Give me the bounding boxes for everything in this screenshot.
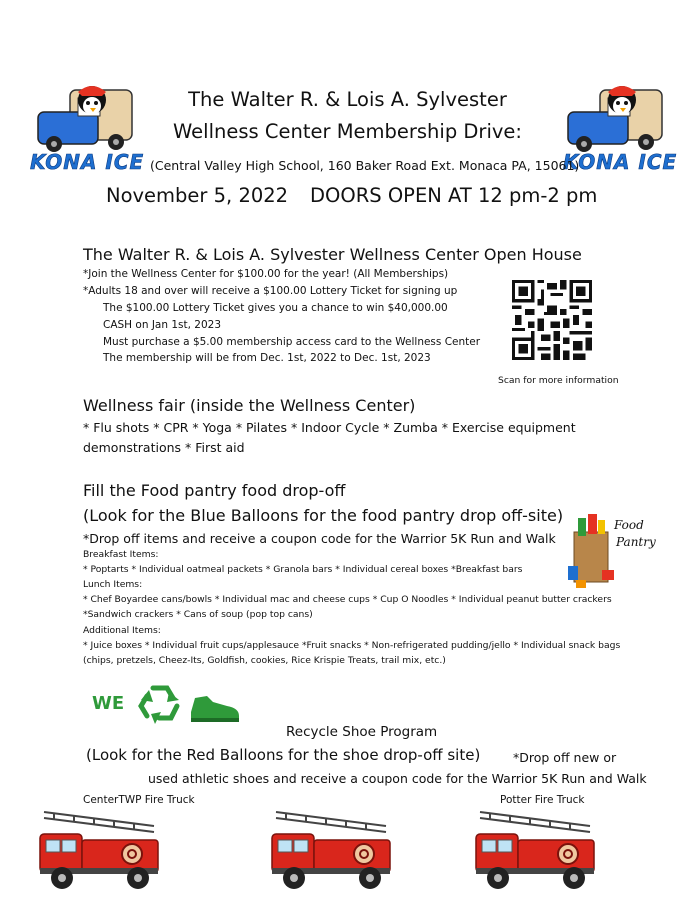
event-date: November 5, 2022 [106, 184, 289, 207]
recycle-note-1: *Drop off new or [513, 750, 617, 765]
recycle-icon [135, 680, 185, 728]
shoe-icon [187, 690, 243, 724]
open-house-line-4: CASH on Jan 1st, 2023 [103, 319, 222, 331]
wellness-fair-line-2: demonstrations * First aid [83, 440, 245, 455]
kona-ice-logo-text-right: KONA ICE [563, 150, 678, 174]
title-line-1: The Walter R. & Lois A. Sylvester [188, 88, 507, 111]
additional-items-1: * Juice boxes * Individual fruit cups/applesauce *Fruit snacks * Non-refrigerated pudding/jello * Individual snack bags [83, 640, 621, 651]
open-house-heading: The Walter R. & Lois A. Sylvester Wellness Center Open House [83, 245, 582, 264]
fire-truck-center [266, 800, 398, 892]
open-house-line-5: Must purchase a $5.00 membership access card to the Wellness Center [103, 336, 481, 348]
food-pantry-heading-2: (Look for the Blue Balloons for the food pantry drop off-site) [83, 506, 564, 525]
food-pantry-intro: *Drop off items and receive a coupon code for the Warrior 5K Run and Walk [83, 531, 556, 546]
open-house-line-3: The $100.00 Lottery Ticket gives you a chance to win $40,000.00 [103, 302, 448, 314]
food-pantry-logo-line-2: Pantry [616, 535, 656, 549]
title-line-2: Wellness Center Membership Drive: [173, 120, 522, 143]
open-house-line-6: The membership will be from Dec. 1st, 2022 to Dec. 1st, 2023 [103, 352, 431, 364]
open-house-line-1: *Join the Wellness Center for $100.00 for the year! (All Memberships) [83, 268, 449, 280]
fire-truck-right-label: Potter Fire Truck [500, 794, 585, 806]
additional-label: Additional Items: [83, 625, 161, 636]
additional-items-2: (chips, pretzels, Cheez-Its, Goldfish, cookies, Rice Krispie Treats, trail mix, etc.) [83, 655, 446, 666]
recycle-subheading: (Look for the Red Balloons for the shoe drop-off site) [86, 746, 481, 764]
wellness-fair-line-1: * Flu shots * CPR * Yoga * Pilates * Indoor Cycle * Zumba * Exercise equipment [83, 420, 576, 435]
event-address: (Central Valley High School, 160 Baker Road Ext. Monaca PA, 15061) [150, 158, 580, 173]
fire-truck-left [34, 800, 166, 892]
food-pantry-logo [568, 510, 658, 590]
qr-caption: Scan for more information [498, 375, 619, 386]
breakfast-label: Breakfast Items: [83, 549, 159, 560]
doors-open-time: DOORS OPEN AT 12 pm-2 pm [310, 184, 598, 207]
breakfast-items: * Poptarts * Individual oatmeal packets * Granola bars * Individual cereal boxes *Breakfast bars [83, 564, 523, 575]
wellness-fair-heading: Wellness fair (inside the Wellness Center) [83, 396, 416, 415]
recycle-note-2: used athletic shoes and receive a coupon code for the Warrior 5K Run and Walk [148, 771, 647, 786]
open-house-line-2: *Adults 18 and over will receive a $100.00 Lottery Ticket for signing up [83, 285, 458, 297]
recycle-heading: Recycle Shoe Program [286, 724, 438, 740]
fire-truck-right [470, 800, 602, 892]
food-pantry-logo-line-1: Food [614, 518, 644, 532]
kona-ice-logo-text-left: KONA ICE [30, 150, 145, 174]
food-pantry-heading-1: Fill the Food pantry food drop-off [83, 481, 346, 500]
lunch-label: Lunch Items: [83, 579, 143, 590]
lunch-items-1: * Chef Boyardee cans/bowls * Individual mac and cheese cups * Cup O Noodles * Individual peanut butter crackers [83, 594, 612, 605]
we-recycle-logo-text: WE [92, 693, 125, 714]
qr-code[interactable] [512, 280, 592, 360]
lunch-items-2: *Sandwich crackers * Cans of soup (pop top cans) [83, 609, 313, 620]
fire-truck-left-label: CenterTWP Fire Truck [83, 794, 195, 806]
